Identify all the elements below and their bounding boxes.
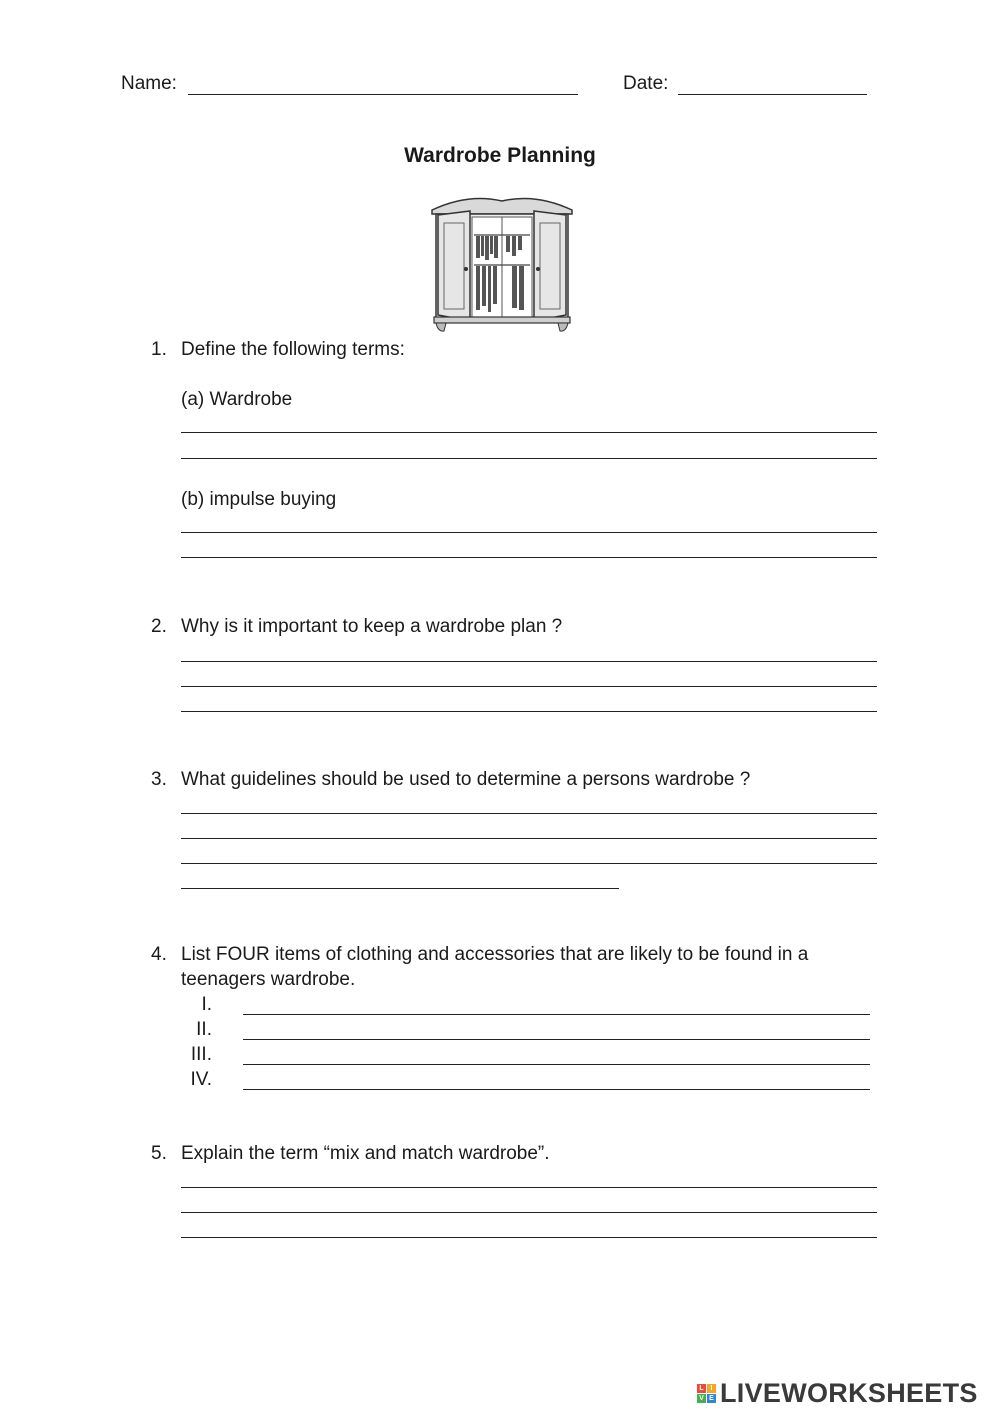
page-title: Wardrobe Planning xyxy=(404,144,596,167)
date-label: Date: xyxy=(623,73,669,94)
q3-number: 3. xyxy=(151,769,167,790)
date-field-line[interactable] xyxy=(678,94,867,95)
answer-line[interactable] xyxy=(181,686,877,687)
answer-line[interactable] xyxy=(181,838,877,839)
logo-wordmark: LIVEWORKSHEETS xyxy=(720,1378,978,1408)
q1-text: Define the following terms: xyxy=(181,339,405,360)
answer-line[interactable] xyxy=(181,458,877,459)
logo-square-i: I xyxy=(707,1384,716,1393)
q5-number: 5. xyxy=(151,1143,167,1164)
logo-square-l: L xyxy=(697,1384,706,1393)
logo-square-e: E xyxy=(707,1394,716,1403)
answer-line[interactable] xyxy=(181,888,619,889)
q4-text-line2: teenagers wardrobe. xyxy=(181,969,356,990)
list-answer-line[interactable] xyxy=(243,1089,870,1090)
list-marker-3: III. xyxy=(190,1044,212,1065)
answer-line[interactable] xyxy=(181,432,877,433)
q1-number: 1. xyxy=(151,339,167,360)
q2-text: Why is it important to keep a wardrobe plan ? xyxy=(181,616,563,637)
q3-text: What guidelines should be used to determine a persons wardrobe ? xyxy=(181,769,751,790)
answer-line[interactable] xyxy=(181,557,877,558)
liveworksheets-logo xyxy=(697,1378,978,1409)
q5-text: Explain the term “mix and match wardrobe”. xyxy=(181,1143,550,1164)
logo-mark-icon xyxy=(697,1384,716,1403)
list-answer-line[interactable] xyxy=(243,1064,870,1065)
name-label: Name: xyxy=(121,73,177,94)
answer-line[interactable] xyxy=(181,661,877,662)
list-marker-2: II. xyxy=(196,1019,212,1040)
answer-line[interactable] xyxy=(181,1237,877,1238)
list-marker-4: IV. xyxy=(190,1069,212,1090)
list-marker-1: I. xyxy=(201,994,212,1015)
answer-line[interactable] xyxy=(181,711,877,712)
answer-line[interactable] xyxy=(181,1187,877,1188)
logo-square-v: V xyxy=(697,1394,706,1403)
answer-line[interactable] xyxy=(181,1212,877,1213)
q1a-label: (a) Wardrobe xyxy=(181,389,293,410)
wardrobe-icon xyxy=(428,193,576,333)
list-answer-line[interactable] xyxy=(243,1039,870,1040)
answer-line[interactable] xyxy=(181,813,877,814)
name-field-line[interactable] xyxy=(188,94,578,95)
q2-number: 2. xyxy=(151,616,167,637)
q4-number: 4. xyxy=(151,944,167,965)
answer-line[interactable] xyxy=(181,532,877,533)
q4-text-line1: List FOUR items of clothing and accessories that are likely to be found in a xyxy=(181,944,809,965)
answer-line[interactable] xyxy=(181,863,877,864)
q1b-label: (b) impulse buying xyxy=(181,489,337,510)
list-answer-line[interactable] xyxy=(243,1014,870,1015)
